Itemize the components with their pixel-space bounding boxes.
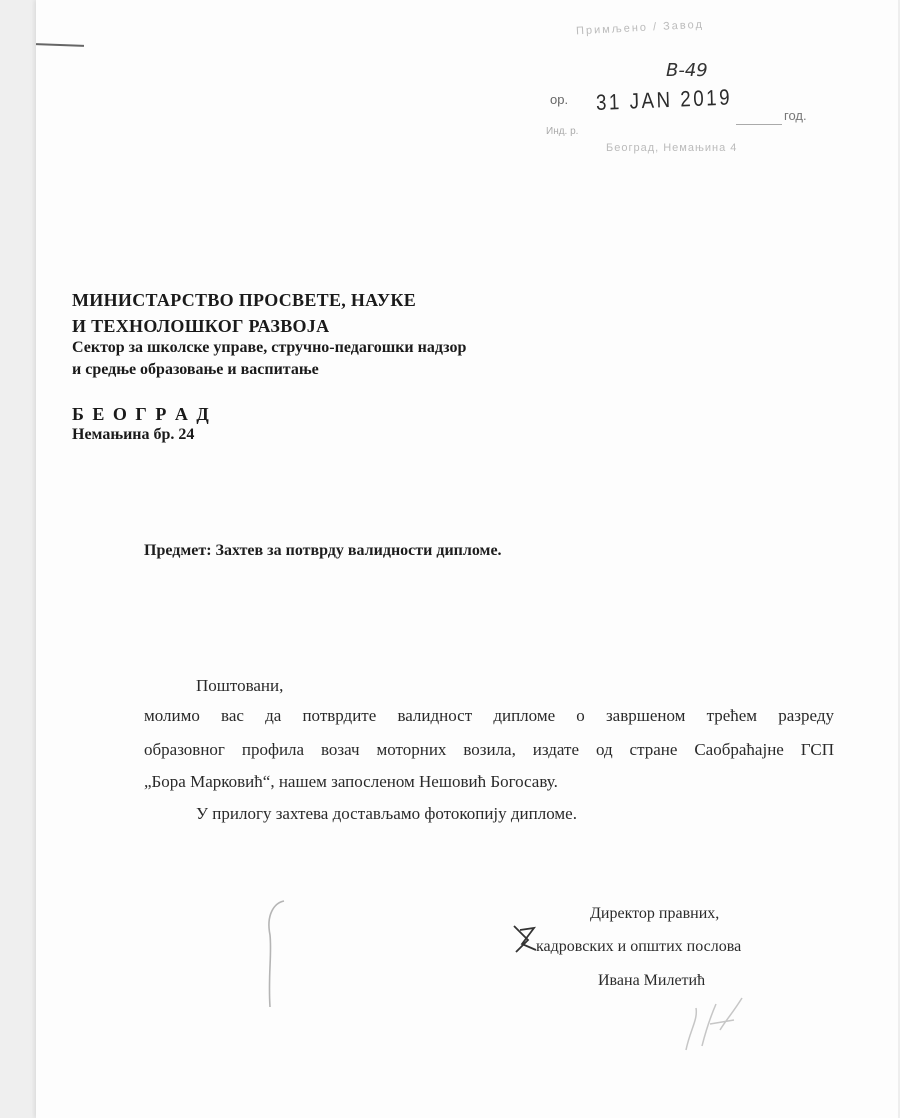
stamp-faded-bottom: Београд, Немањина 4	[606, 142, 738, 154]
subject-label: Предмет:	[144, 542, 212, 559]
stamp-faded-small: Инд. р.	[546, 126, 579, 137]
subject-text: Захтев за потврду валидности дипломе.	[215, 542, 502, 559]
addressee-street: Немањина бр. 24	[72, 426, 195, 443]
addressee-line-1: МИНИСТАРСТВО ПРОСВЕТЕ, НАУКЕ	[72, 290, 417, 310]
stamp-blank-line	[736, 124, 782, 125]
stamp-date: 31 JAN 2019	[595, 84, 733, 115]
addressee-line-3: Сектор за школске управе, стручно-педагошки надзор	[72, 339, 467, 356]
paragraph-1-line-2: образовног профила возач моторних возила, издате од стране Саобраћајне ГСП	[144, 740, 834, 759]
addressee-line-4: и средње образовање и васпитање	[72, 361, 319, 378]
stamp-prefix: ор.	[550, 92, 569, 107]
scan-mark	[36, 43, 84, 47]
handwritten-mark-left	[256, 895, 296, 1015]
stamp-suffix: год.	[784, 108, 807, 123]
addressee-line-2: И ТЕХНОЛОШКОГ РАЗВОЈА	[72, 316, 330, 336]
subject-line	[144, 542, 502, 560]
stamp-faded-top: Примљено / Завод	[575, 18, 705, 38]
signature-title-line-2: кадровских и општих послова	[536, 938, 742, 955]
signature-scribble-icon	[510, 922, 540, 956]
addressee-city: Б Е О Г Р А Д	[72, 404, 211, 424]
paragraph-1-line-1: молимо вас да потврдите валидност дипломе о завршеном трећем разреду	[144, 706, 834, 725]
paragraph-2: У прилогу захтева достављамо фотокопију дипломе.	[196, 804, 577, 823]
signature-title-line-1: Директор правних,	[590, 905, 720, 922]
receipt-stamp	[536, 12, 836, 162]
signature-name: Ивана Милетић	[598, 972, 706, 989]
document-page	[36, 0, 898, 1118]
paragraph-1-line-3: „Бора Марковић“, нашем запосленом Нешовић Богосаву.	[144, 772, 558, 791]
stamp-number: В-49	[666, 60, 708, 81]
greeting: Поштовани,	[196, 676, 284, 695]
handwritten-signature	[676, 990, 766, 1060]
